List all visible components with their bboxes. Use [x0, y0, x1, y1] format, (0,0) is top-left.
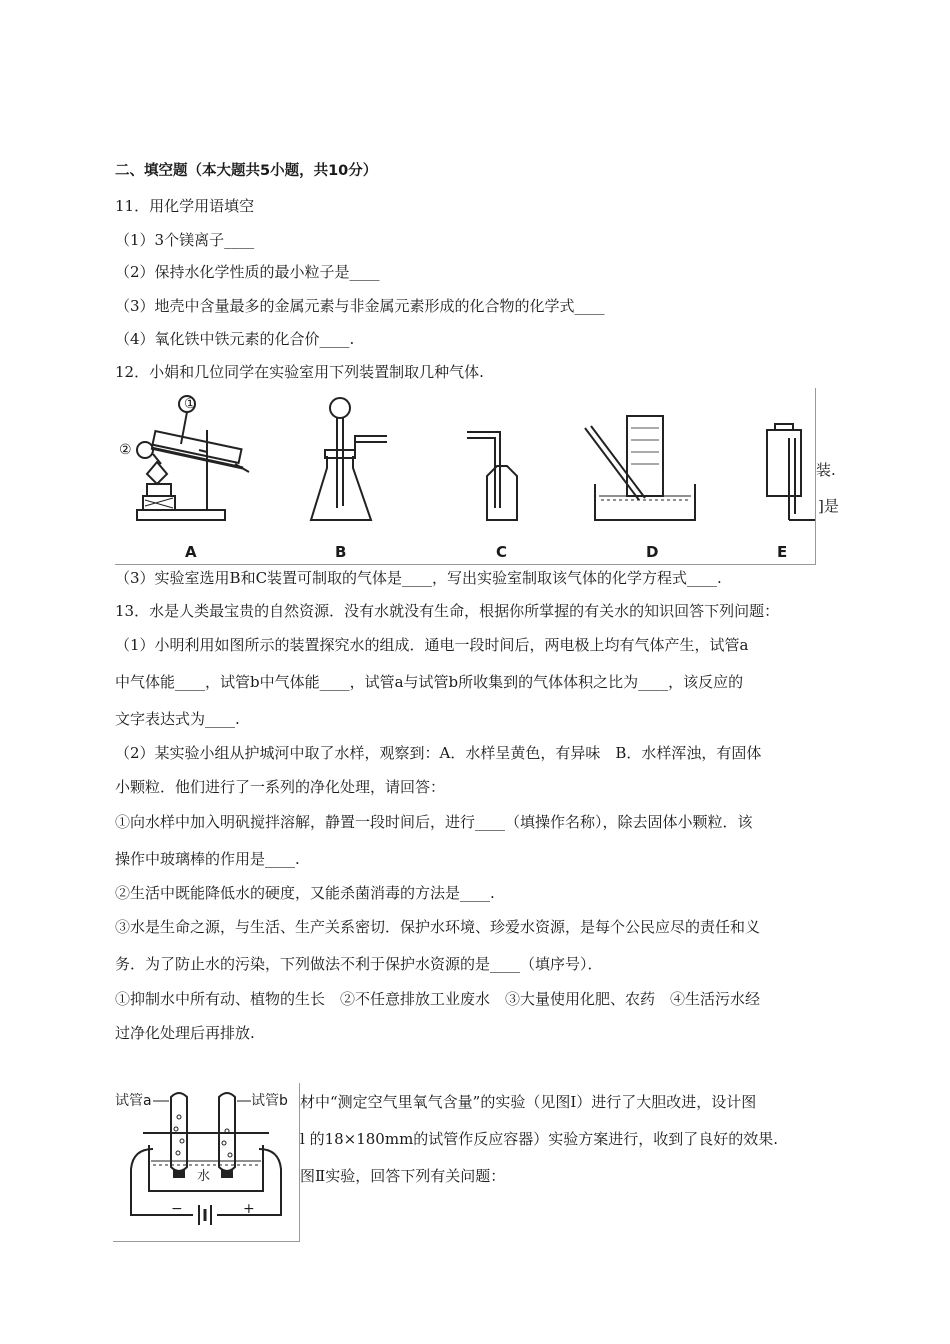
apparatus-c [467, 432, 517, 520]
q13-p2-line8: ①抑制水中所有动、植物的生长 ②不任意排放工业废水 ③大量使用化肥、农药 ④生活污水经 [115, 990, 761, 1008]
apparatus-d [585, 416, 695, 520]
q13-p2-line3: ①向水样中加入明矾搅拌溶解，静置一段时间后，进行____（填操作名称），除去固体小颗粒．该 [115, 813, 753, 831]
q11-item-2: （2）保持水化学性质的最小粒子是____ [115, 263, 380, 281]
label-tube-a: 试管a [115, 1093, 152, 1109]
q13-p2-line7: 务．为了防止水的污染，下列做法不利于保护水资源的是____（填序号）． [115, 955, 603, 973]
marker-1: ① [184, 396, 197, 412]
label-water: 水 [197, 1169, 211, 1184]
q14-fragment-3: 图Ⅱ实验，回答下列有关问题： [300, 1167, 506, 1185]
q13-p2-line6: ③水是生命之源，与生活、生产关系密切．保护水环境、珍爱水资源，是每个公民应尽的责任和义 [115, 918, 761, 936]
q11-item-1: （1）3个镁离子____ [115, 231, 255, 249]
q11-item-3: （3）地壳中含量最多的金属元素与非金属元素形成的化合物的化学式____ [115, 297, 605, 315]
label-minus: − [171, 1201, 183, 1217]
q13-p2-line1: （2）某实验小组从护城河中取了水样，观察到：A．水样呈黄色，有异味 B．水样浑浊，有固体 [115, 744, 762, 762]
q11-item-4: （4）氧化铁中铁元素的化合价____. [115, 330, 355, 348]
apparatus-b [311, 398, 387, 520]
label-e: E [777, 543, 788, 561]
apparatus-a [137, 396, 249, 520]
q13-p2-line5: ②生活中既能降低水的硬度，又能杀菌消毒的方法是____. [115, 884, 495, 902]
q12-item-3: （3）实验室选用B和C装置可制取的气体是____，写出实验室制取该气体的化学方程式____. [115, 569, 722, 587]
apparatus-figure [115, 388, 816, 565]
q13-p1-line3: 文字表达式为____. [115, 710, 240, 728]
label-c: C [496, 543, 508, 561]
label-b: B [335, 543, 347, 561]
label-d: D [646, 543, 659, 561]
marker-2: ② [119, 442, 132, 458]
section-title: 二、填空题（本大题共5小题，共10分） [115, 163, 378, 179]
q13-p2-line4: 操作中玻璃棒的作用是____. [115, 850, 300, 868]
q12-stem: 12．小娟和几位同学在实验室用下列装置制取几种气体. [115, 363, 484, 381]
cut-text-2: ]是 [818, 497, 839, 515]
label-tube-b: 试管b [251, 1093, 288, 1109]
cut-text-1: 装. [816, 461, 836, 479]
q13-p2-line9: 过净化处理后再排放. [115, 1024, 255, 1042]
q14-fragment-2: l 的18×180mm的试管作反应容器）实验方案进行，收到了良好的效果. [300, 1130, 779, 1148]
q13-p2-line2: 小颗粒．他们进行了一系列的净化处理，请回答： [115, 778, 446, 796]
q13-stem: 13．水是人类最宝贵的自然资源．没有水就没有生命，根据你所掌握的有关水的知识回答下列问题： [115, 602, 780, 620]
q11-stem: 11．用化学用语填空 [115, 197, 255, 215]
apparatus-e [767, 424, 815, 520]
label-a: A [185, 543, 197, 561]
label-plus: + [243, 1201, 255, 1217]
electrolysis-figure [113, 1083, 300, 1242]
q13-p1-line1: （1）小明利用如图所示的装置探究水的组成．通电一段时间后，两电极上均有气体产生，试管a [115, 636, 749, 654]
q13-p1-line2: 中气体能____，试管b中气体能____，试管a与试管b所收集到的气体体积之比为____，该反应的 [115, 673, 744, 691]
q14-fragment-1: 材中“测定空气里氧气含量”的实验（见图Ⅰ）进行了大胆改进，设计图 [300, 1093, 757, 1111]
